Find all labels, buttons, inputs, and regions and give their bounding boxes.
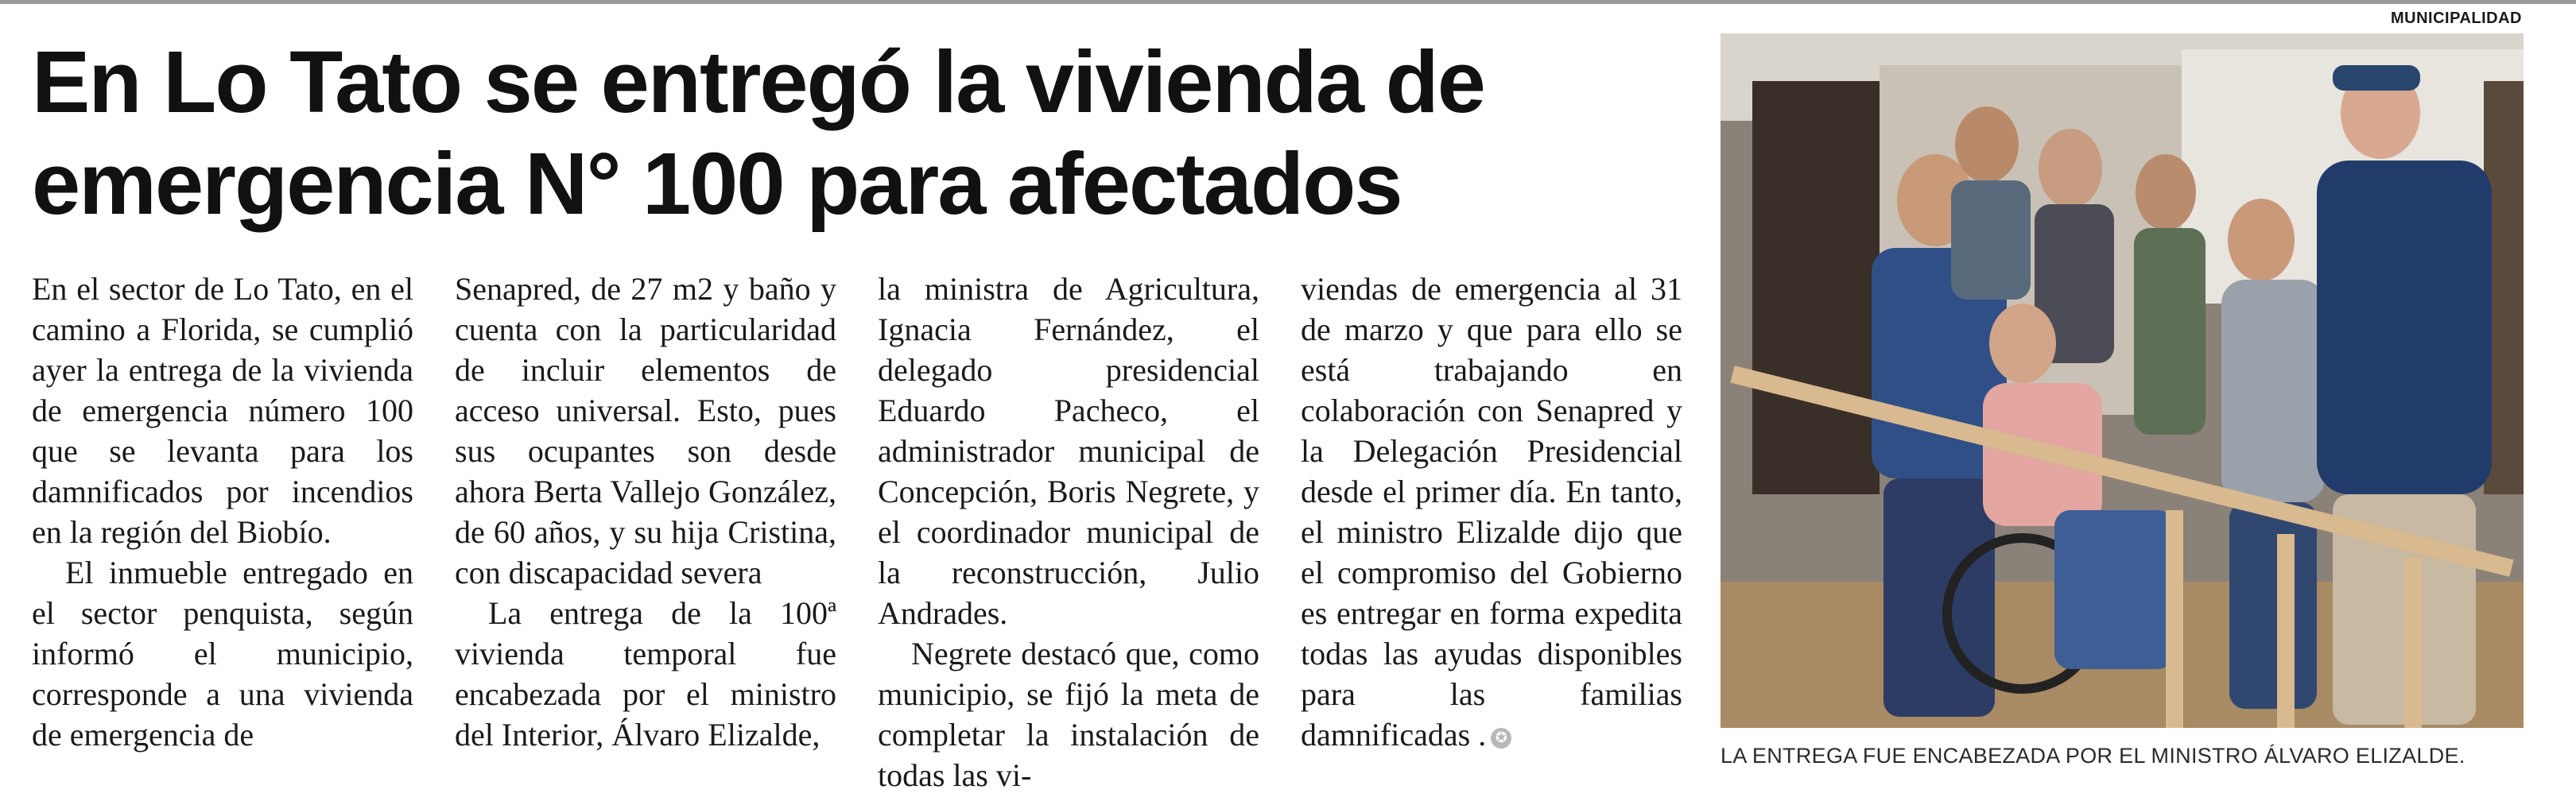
- article-column-2: [455, 269, 836, 755]
- paragraph: La entrega de la 100ª vivienda temporal fue encabezada por el ministro del Interior, Álvaro Elizalde,: [455, 595, 836, 753]
- photo-illustration: [1721, 33, 2524, 728]
- top-rule: [0, 0, 2576, 4]
- news-photo: [1721, 33, 2524, 728]
- article-body: [32, 269, 1686, 793]
- article-column-4: [1301, 269, 1682, 755]
- headline-line-1: En Lo Tato se entregó la vivienda de: [32, 33, 1484, 131]
- article-column-3: [878, 269, 1259, 795]
- headline: [32, 32, 1686, 235]
- paragraph: En el sector de Lo Tato, en el camino a Florida, se cumplió ayer la entrega de la vivienda de emergencia número 100 que se levanta para los damnificados por incendios en la región del Biobío.: [32, 271, 413, 550]
- paragraph-text: viendas de emergencia al 31 de marzo y que para ello se está trabajando en colaboración con Senapred y la Delegación Presidencial desde el primer día. En tanto, el ministro Elizalde dijo que el compromiso del Gobierno es entregar en forma expedita todas las ayudas disponibles para las familias damnificadas .: [1301, 271, 1682, 753]
- paragraph: la ministra de Agricultura, Ignacia Fernández, el delegado presidencial Eduardo Pacheco, el administrador municipal de Concepción, Boris Negrete, y el coordinador municipal de la reconstrucción, Julio Andrades.: [878, 271, 1259, 631]
- article-end-icon: ✪: [1491, 728, 1511, 749]
- headline-line-2: emergencia N° 100 para afectados: [32, 135, 1402, 233]
- paragraph-last: [1301, 269, 1682, 755]
- section-label: MUNICIPALIDAD: [2390, 10, 2522, 27]
- paragraph: El inmueble entregado en el sector penquista, según informó el municipio, corresponde a una vivienda de emergencia de: [32, 555, 413, 753]
- paragraph: Senapred, de 27 m2 y baño y cuenta con la particularidad de incluir elementos de acceso universal. Esto, pues sus ocupantes son desde ahora Berta Vallejo González, de 60 años, y su hija Cristina, con discapacidad severa: [455, 271, 836, 590]
- article-column-1: [32, 269, 413, 755]
- photo-caption: LA ENTREGA FUE ENCABEZADA POR EL MINISTRO ÁLVARO ELIZALDE.: [1721, 744, 2465, 768]
- paragraph: Negrete destacó que, como municipio, se fijó la meta de completar la instalación de todas las vi-: [878, 636, 1259, 793]
